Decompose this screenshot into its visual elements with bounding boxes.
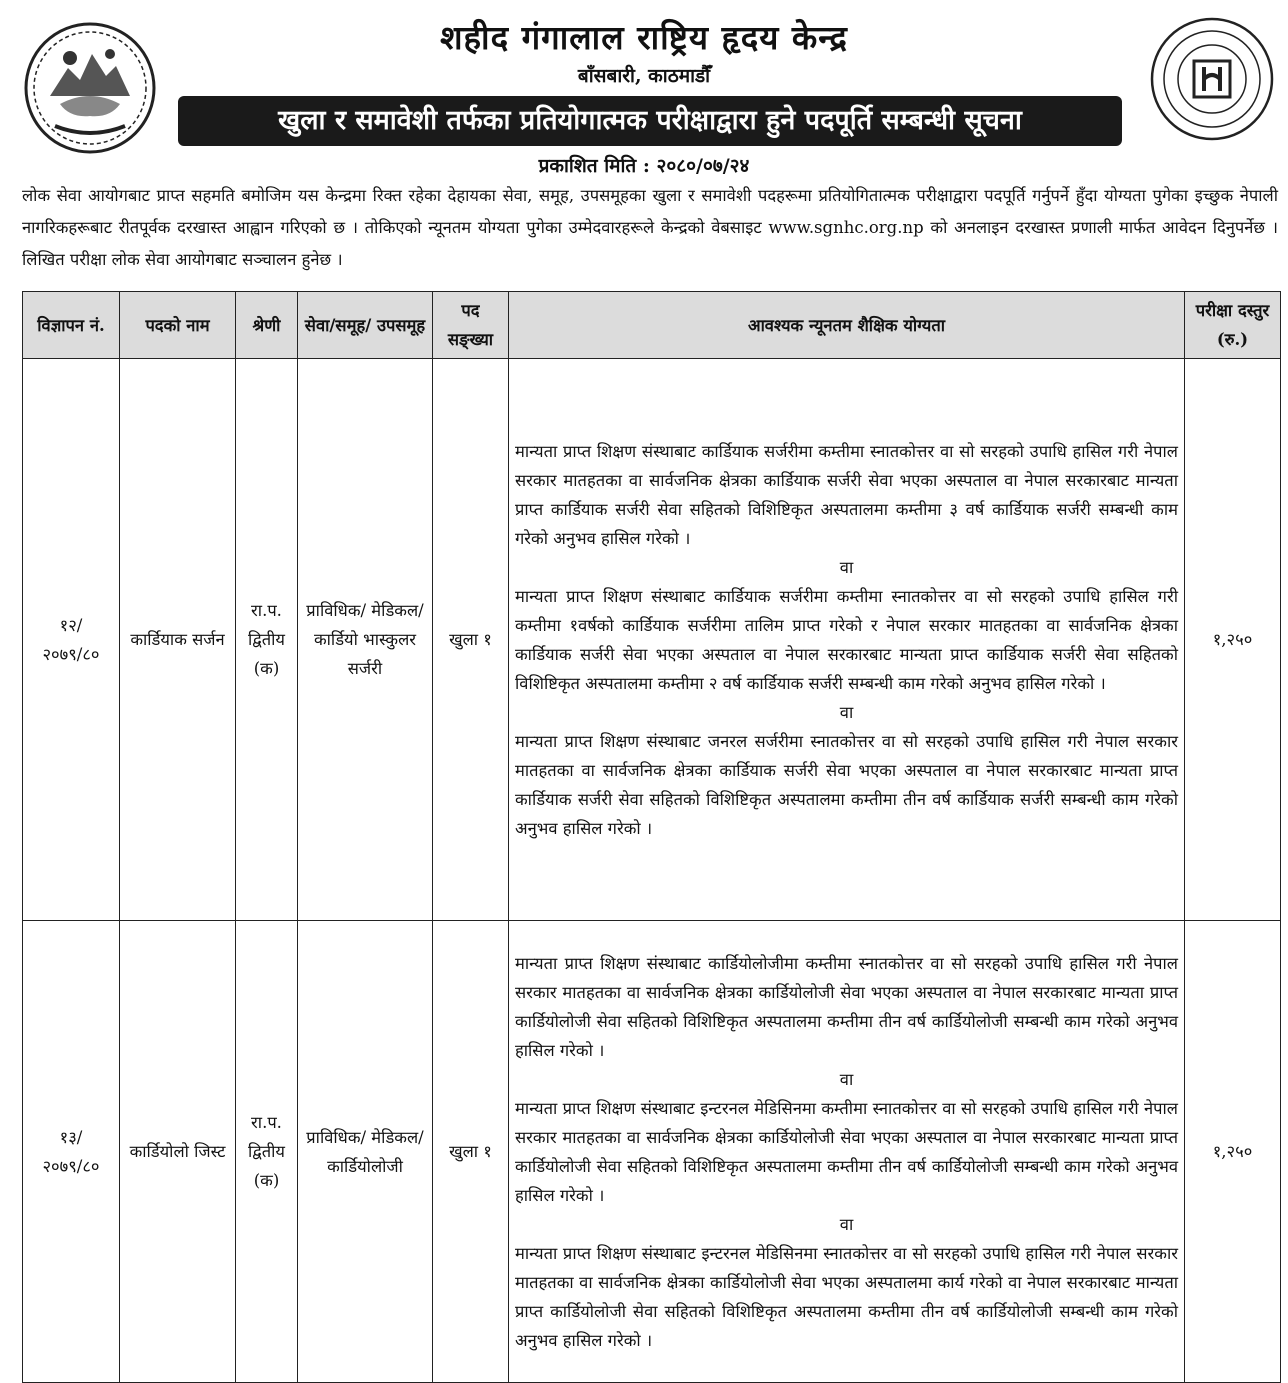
col-header-ad-no: विज्ञापन नं. <box>23 292 120 359</box>
fee-cell: १,२५० <box>1185 921 1281 1383</box>
qualification-option: मान्यता प्राप्त शिक्षण संस्थाबाट कार्डियाक सर्जरीमा कम्तीमा स्नातकोत्तर वा सो सरहको उपाधि हासिल गरी नेपाल सरकार मातहतका वा सार्वजनिक क्षेत्रका कार्डियाक सर्जरी सेवा भएका अस्पताल वा नेपाल सरकारबाट मान्यता प्राप्त कार्डियाक सर्जरी सेवा सहितको विशिष्टिकृत अस्पतालमा कम्तीमा ३ वर्ष कार्डियाक सर्जरी सम्बन्धी काम गरेको अनुभव हासिल गरेको । <box>515 441 1178 548</box>
qualification-option: मान्यता प्राप्त शिक्षण संस्थाबाट इन्टरनल मेडिसिनमा कम्तीमा स्नातकोत्तर वा सो सरहको उपाधि हासिल गरी नेपाल सरकार मातहतका वा सार्वजनिक क्षेत्रका कार्डियोलोजी सेवा भएका अस्पताल वा नेपाल सरकारबाट मान्यता प्राप्त कार्डियोलोजी सेवा सहितको विशिष्टिकृत अस्पतालमा कम्तीमा तीन वर्ष कार्डियोलोजी सम्बन्धी काम गरेको अनुभव हासिल गरेको । <box>515 1098 1178 1205</box>
vacancy-table <box>22 291 1281 1383</box>
col-header-fee: परीक्षा दस्तुर (रु.) <box>1185 292 1281 359</box>
ad-no-cell: १२/ २०७९/८० <box>23 359 120 921</box>
or-separator: वा <box>839 557 854 577</box>
col-header-qualification: आवश्यक न्यूनतम शैक्षिक योग्यता <box>509 292 1185 359</box>
qualification-cell <box>509 921 1185 1383</box>
qualification-option: मान्यता प्राप्त शिक्षण संस्थाबाट कार्डियोलोजीमा कम्तीमा स्नातकोत्तर वा सो सरहको उपाधि हासिल गरी नेपाल सरकार मातहतका वा सार्वजनिक क्षेत्रका कार्डियोलोजी सेवा भएका अस्पताल वा नेपाल सरकारबाट मान्यता प्राप्त कार्डियोलोजी सेवा सहितको विशिष्टिकृत अस्पतालमा कम्तीमा तीन वर्ष कार्डियोलोजी सम्बन्धी काम गरेको अनुभव हासिल गरेको । <box>515 953 1178 1060</box>
col-header-post: पदको नाम <box>120 292 236 359</box>
level-cell: रा.प. द्वितीय (क) <box>236 921 298 1383</box>
organization-address: बाँसबारी, काठमाडौँ <box>577 65 711 87</box>
or-separator: वा <box>839 1069 854 1089</box>
published-date: प्रकाशित मिति : २०८०/०७/२४ <box>538 155 750 177</box>
col-header-count: पद सङ्ख्या <box>433 292 509 359</box>
service-cell: प्राविधिक/ मेडिकल/ कार्डियो भास्कुलर सर्जरी <box>298 359 433 921</box>
notice-header <box>0 0 1288 165</box>
count-cell: खुला १ <box>433 921 509 1383</box>
table-row <box>23 921 1281 1383</box>
qualification-option: मान्यता प्राप्त शिक्षण संस्थाबाट इन्टरनल मेडिसिनमा स्नातकोत्तर वा सो सरहको उपाधि हासिल गरी नेपाल सरकार मातहतका वा सार्वजनिक क्षेत्रका कार्डियोलोजी सेवा भएका अस्पतालमा कार्य गरेको वा नेपाल सरकारबाट मान्यता प्राप्त कार्डियोलोजी सेवा सहितको विशिष्टिकृत अस्पतालमा कम्तीमा तीन वर्ष कार्डियोलोजी सम्बन्धी काम गरेको अनुभव हासिल गरेको । <box>515 1243 1178 1350</box>
nepal-government-emblem-icon <box>20 18 160 158</box>
level-cell: रा.प. द्वितीय (क) <box>236 359 298 921</box>
count-cell: खुला १ <box>433 359 509 921</box>
intro-paragraph: लोक सेवा आयोगबाट प्राप्त सहमति बमोजिम यस केन्द्रमा रिक्त रहेका देहायका सेवा, समूह, उपसमूहका खुला र समावेशी पदहरूमा प्रतियोगितात्मक परीक्षाद्वारा पदपूर्ति गर्नुपर्ने हुँदा योग्यता पुगेका इच्छुक नेपाली नागरिकहरूबाट रीतपूर्वक दरखास्त आह्वान गरिएको छ । तोकिएको न्यूनतम योग्यता पुगेका उम्मेदवारहरूले केन्द्रको वेबसाइट www.sgnhc.org.np को अनलाइन दरखास्त प्रणाली मार्फत आवेदन दिनुपर्नेछ । लिखित परीक्षा लोक सेवा आयोगबाट सञ्चालन हुनेछ । <box>22 186 1278 269</box>
qualification-cell <box>509 359 1185 921</box>
fee-cell: १,२५० <box>1185 359 1281 921</box>
post-cell: कार्डियोलो जिस्ट <box>120 921 236 1383</box>
table-header-row <box>23 292 1281 359</box>
service-cell: प्राविधिक/ मेडिकल/ कार्डियोलोजी <box>298 921 433 1383</box>
organization-name: शहीद गंगालाल राष्ट्रिय हृदय केन्द्र <box>440 18 848 57</box>
col-header-level: श्रेणी <box>236 292 298 359</box>
or-separator: वा <box>839 1214 854 1234</box>
qualification-option: मान्यता प्राप्त शिक्षण संस्थाबाट कार्डियाक सर्जरीमा कम्तीमा स्नातकोत्तर वा सो सरहको उपाधि हासिल गरी कम्तीमा १वर्षको कार्डियाक सर्जरीमा तालिम प्राप्त गरेको र नेपाल सरकार मातहतका वा सार्वजनिक क्षेत्रका कार्डियाक सर्जरी सेवा भएका अस्पताल वा नेपाल सरकारबाट मान्यता प्राप्त कार्डियाक सर्जरी सेवा सहितको विशिष्टिकृत अस्पतालमा कम्तीमा २ वर्ष कार्डियाक सर्जरी सम्बन्धी काम गरेको अनुभव हासिल गरेको । <box>515 586 1178 693</box>
qualification-option: मान्यता प्राप्त शिक्षण संस्थाबाट जनरल सर्जरीमा स्नातकोत्तर वा सो सरहको उपाधि हासिल गरी नेपाल सरकार मातहतका वा सार्वजनिक क्षेत्रका कार्डियाक सर्जरी सेवा भएका अस्पताल वा नेपाल सरकारबाट मान्यता प्राप्त कार्डियाक सर्जरी सेवा सहितको विशिष्टिकृत अस्पतालमा कम्तीमा तीन वर्ष कार्डियाक सर्जरी सम्बन्धी काम गरेको अनुभव हासिल गरेको । <box>515 731 1178 838</box>
hospital-seal-icon <box>1148 15 1276 143</box>
table-row <box>23 359 1281 921</box>
col-header-service: सेवा/समूह/ उपसमूह <box>298 292 433 359</box>
notice-title: खुला र समावेशी तर्फका प्रतियोगात्मक परीक्षाद्वारा हुने पदपूर्ति सम्बन्धी सूचना <box>178 96 1122 146</box>
or-separator: वा <box>839 702 854 722</box>
ad-no-cell: १३/ २०७९/८० <box>23 921 120 1383</box>
post-cell: कार्डियाक सर्जन <box>120 359 236 921</box>
